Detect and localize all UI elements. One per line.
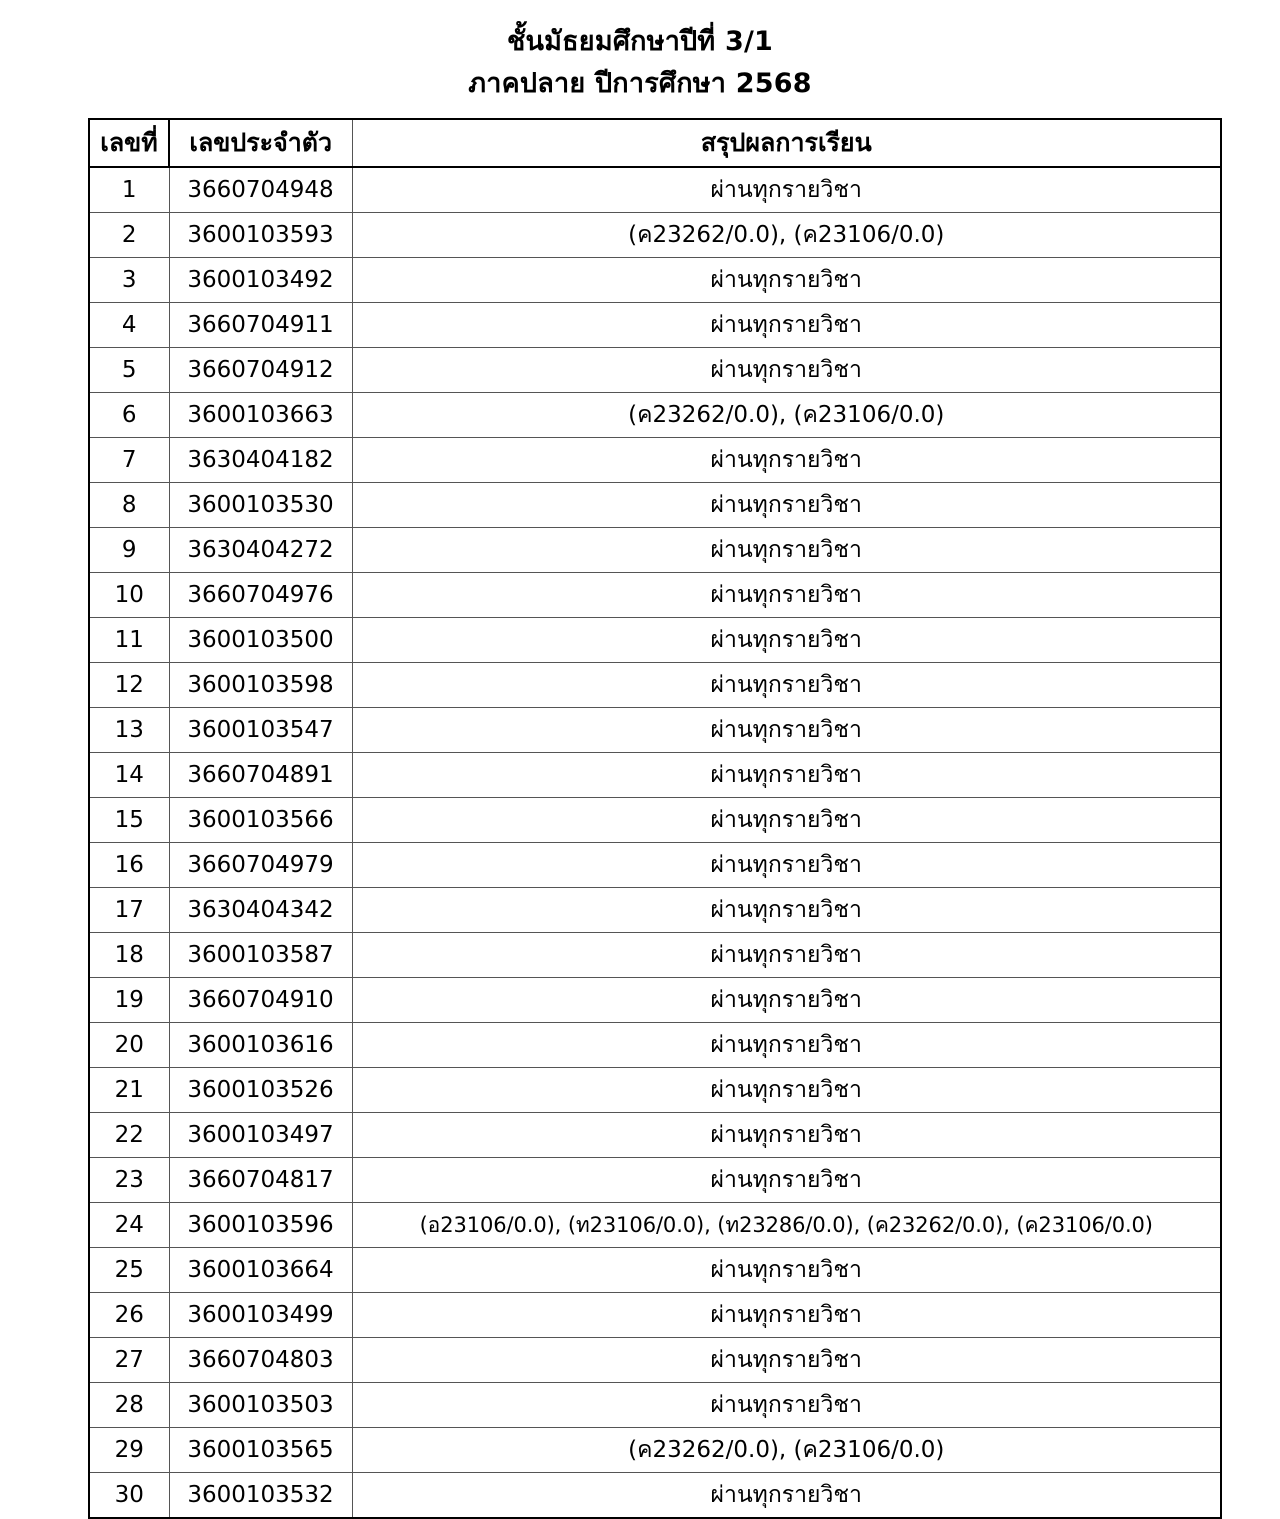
cell-result: ผ่านทุกรายวิชา (352, 888, 1221, 933)
cell-no: 16 (89, 843, 169, 888)
cell-student-id: 3600103526 (169, 1068, 352, 1113)
cell-no: 19 (89, 978, 169, 1023)
table-row (89, 1338, 1221, 1383)
cell-no: 23 (89, 1158, 169, 1203)
cell-no: 22 (89, 1113, 169, 1158)
cell-student-id: 3660704891 (169, 753, 352, 798)
cell-result: ผ่านทุกรายวิชา (352, 933, 1221, 978)
table-row (89, 798, 1221, 843)
table-row (89, 303, 1221, 348)
cell-no: 24 (89, 1203, 169, 1248)
cell-student-id: 3600103497 (169, 1113, 352, 1158)
cell-no: 25 (89, 1248, 169, 1293)
table-row (89, 933, 1221, 978)
cell-result: ผ่านทุกรายวิชา (352, 1158, 1221, 1203)
cell-student-id: 3600103565 (169, 1428, 352, 1473)
column-header-result: สรุปผลการเรียน (352, 119, 1221, 167)
cell-result: ผ่านทุกรายวิชา (352, 708, 1221, 753)
table-row (89, 438, 1221, 483)
cell-result: ผ่านทุกรายวิชา (352, 1068, 1221, 1113)
cell-student-id: 3630404342 (169, 888, 352, 933)
cell-result: ผ่านทุกรายวิชา (352, 1023, 1221, 1068)
table-row (89, 167, 1221, 213)
cell-no: 14 (89, 753, 169, 798)
table-row (89, 663, 1221, 708)
cell-student-id: 3630404272 (169, 528, 352, 573)
table-row (89, 213, 1221, 258)
cell-no: 15 (89, 798, 169, 843)
cell-no: 11 (89, 618, 169, 663)
cell-result: ผ่านทุกรายวิชา (352, 303, 1221, 348)
table-row (89, 978, 1221, 1023)
cell-no: 21 (89, 1068, 169, 1113)
table-row (89, 1473, 1221, 1519)
cell-no: 17 (89, 888, 169, 933)
cell-result: ผ่านทุกรายวิชา (352, 1473, 1221, 1519)
cell-student-id: 3660704910 (169, 978, 352, 1023)
page-subtitle: ภาคปลาย ปีการศึกษา 2568 (468, 68, 812, 99)
cell-no: 5 (89, 348, 169, 393)
cell-no: 20 (89, 1023, 169, 1068)
cell-result: ผ่านทุกรายวิชา (352, 753, 1221, 798)
table-body (89, 167, 1221, 1518)
cell-result: ผ่านทุกรายวิชา (352, 843, 1221, 888)
cell-result: ผ่านทุกรายวิชา (352, 348, 1221, 393)
cell-no: 7 (89, 438, 169, 483)
table-header (89, 119, 1221, 167)
cell-student-id: 3660704817 (169, 1158, 352, 1203)
cell-no: 28 (89, 1383, 169, 1428)
cell-student-id: 3600103566 (169, 798, 352, 843)
cell-student-id: 3660704979 (169, 843, 352, 888)
cell-no: 1 (89, 167, 169, 213)
cell-student-id: 3660704803 (169, 1338, 352, 1383)
table-row (89, 618, 1221, 663)
cell-result: ผ่านทุกรายวิชา (352, 663, 1221, 708)
cell-no: 26 (89, 1293, 169, 1338)
cell-student-id: 3660704912 (169, 348, 352, 393)
grades-table (88, 118, 1222, 1519)
cell-result: ผ่านทุกรายวิชา (352, 618, 1221, 663)
table-row (89, 348, 1221, 393)
cell-result: ผ่านทุกรายวิชา (352, 798, 1221, 843)
table-row (89, 1383, 1221, 1428)
table-row (89, 258, 1221, 303)
table-row (89, 843, 1221, 888)
cell-result: (อ23106/0.0), (ท23106/0.0), (ท23286/0.0), (ค23262/0.0), (ค23106/0.0) (352, 1203, 1221, 1248)
cell-student-id: 3660704948 (169, 167, 352, 213)
cell-student-id: 3600103587 (169, 933, 352, 978)
cell-result: ผ่านทุกรายวิชา (352, 167, 1221, 213)
cell-result: (ค23262/0.0), (ค23106/0.0) (352, 393, 1221, 438)
cell-result: ผ่านทุกรายวิชา (352, 1383, 1221, 1428)
cell-student-id: 3600103503 (169, 1383, 352, 1428)
grades-table-container (0, 118, 1280, 1519)
table-row (89, 888, 1221, 933)
table-header-row (89, 119, 1221, 167)
column-header-no: เลขที่ (89, 119, 169, 167)
cell-student-id: 3600103530 (169, 483, 352, 528)
table-row (89, 528, 1221, 573)
cell-no: 3 (89, 258, 169, 303)
cell-no: 13 (89, 708, 169, 753)
cell-student-id: 3600103598 (169, 663, 352, 708)
cell-result: ผ่านทุกรายวิชา (352, 483, 1221, 528)
cell-student-id: 3660704911 (169, 303, 352, 348)
cell-no: 4 (89, 303, 169, 348)
cell-student-id: 3600103616 (169, 1023, 352, 1068)
table-row (89, 1428, 1221, 1473)
column-header-student-id: เลขประจำตัว (169, 119, 352, 167)
cell-result: ผ่านทุกรายวิชา (352, 1293, 1221, 1338)
table-row (89, 483, 1221, 528)
cell-student-id: 3600103500 (169, 618, 352, 663)
cell-result: ผ่านทุกรายวิชา (352, 258, 1221, 303)
cell-result: (ค23262/0.0), (ค23106/0.0) (352, 1428, 1221, 1473)
table-row (89, 1023, 1221, 1068)
cell-no: 29 (89, 1428, 169, 1473)
cell-no: 2 (89, 213, 169, 258)
cell-student-id: 3600103532 (169, 1473, 352, 1519)
cell-student-id: 3600103593 (169, 213, 352, 258)
cell-student-id: 3630404182 (169, 438, 352, 483)
cell-no: 9 (89, 528, 169, 573)
cell-student-id: 3600103663 (169, 393, 352, 438)
document-title-block (0, 0, 1280, 104)
cell-student-id: 3600103499 (169, 1293, 352, 1338)
table-row (89, 1113, 1221, 1158)
cell-result: ผ่านทุกรายวิชา (352, 1248, 1221, 1293)
cell-result: ผ่านทุกรายวิชา (352, 438, 1221, 483)
cell-result: ผ่านทุกรายวิชา (352, 528, 1221, 573)
cell-result: ผ่านทุกรายวิชา (352, 1338, 1221, 1383)
cell-student-id: 3600103547 (169, 708, 352, 753)
table-row (89, 573, 1221, 618)
cell-no: 27 (89, 1338, 169, 1383)
cell-student-id: 3660704976 (169, 573, 352, 618)
table-row (89, 753, 1221, 798)
table-row (89, 1068, 1221, 1113)
cell-no: 6 (89, 393, 169, 438)
cell-no: 30 (89, 1473, 169, 1519)
cell-student-id: 3600103596 (169, 1203, 352, 1248)
table-row (89, 1293, 1221, 1338)
table-row (89, 1158, 1221, 1203)
cell-result: ผ่านทุกรายวิชา (352, 573, 1221, 618)
table-row (89, 1203, 1221, 1248)
cell-no: 12 (89, 663, 169, 708)
cell-student-id: 3600103664 (169, 1248, 352, 1293)
cell-no: 10 (89, 573, 169, 618)
table-row (89, 708, 1221, 753)
cell-no: 8 (89, 483, 169, 528)
cell-result: ผ่านทุกรายวิชา (352, 1113, 1221, 1158)
table-row (89, 1248, 1221, 1293)
cell-no: 18 (89, 933, 169, 978)
cell-result: (ค23262/0.0), (ค23106/0.0) (352, 213, 1221, 258)
page-title: ชั้นมัธยมศึกษาปีที่ 3/1 (506, 26, 774, 57)
table-row (89, 393, 1221, 438)
cell-student-id: 3600103492 (169, 258, 352, 303)
cell-result: ผ่านทุกรายวิชา (352, 978, 1221, 1023)
